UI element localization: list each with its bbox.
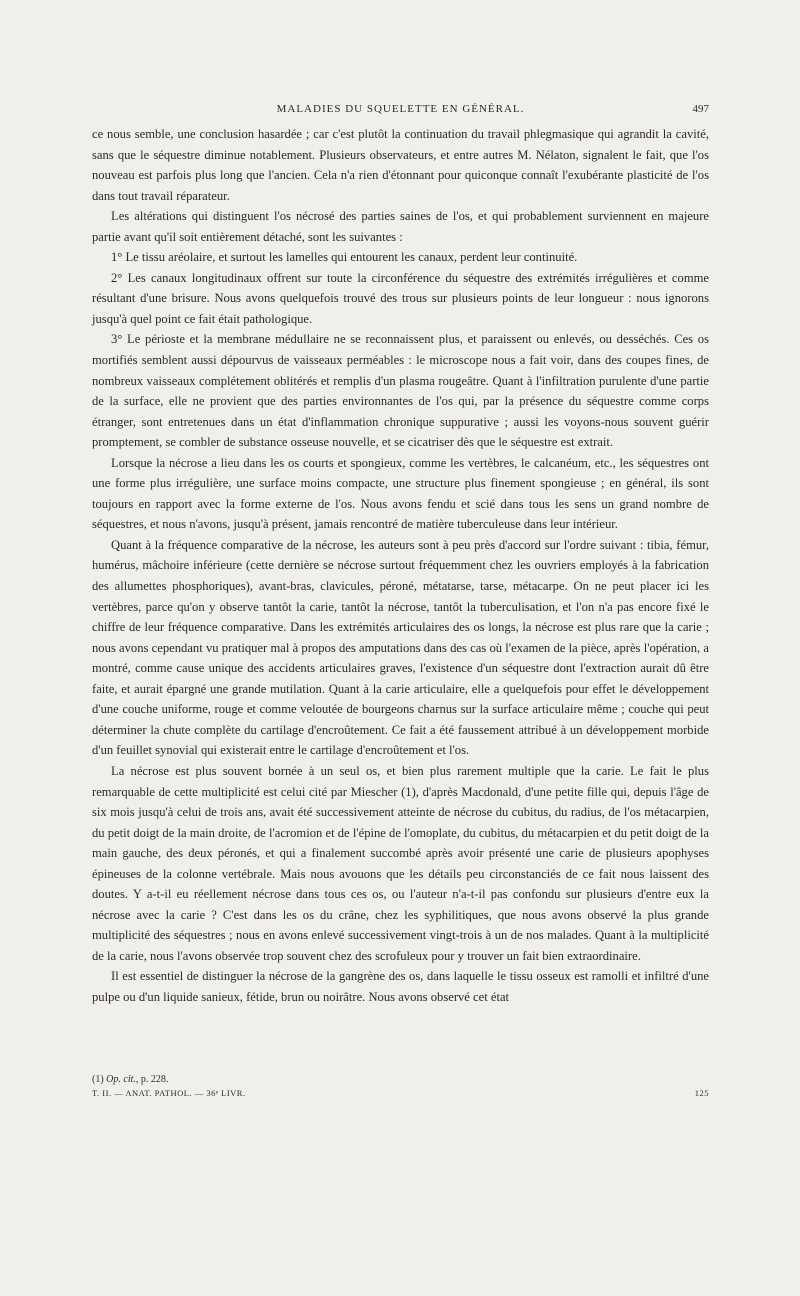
body-text bbox=[92, 124, 709, 1008]
paragraph-2: Les altérations qui distinguent l'os nécrosé des parties saines de l'os, et qui probablement surviennent en majeure partie avant qu'il soit entièrement détaché, sont les suivantes : bbox=[92, 209, 709, 244]
paragraph-5: 3° Le périoste et la membrane médullaire ne se reconnaissent plus, et paraissent ou enlevés, ou desséchés. Ces os mortifiés semblent aussi dépourvus de vaisseaux perméables : le microscope nous a fait voir, dans des coupes fines, de nombreux vaisseaux complétement oblitérés et remplis d'un plasma rougeâtre. Quant à l'infiltration purulente d'une partie de la surface, elle ne provient que des parties environnantes de l'os qui, par la présence du séquestre comme corps étranger, sont entretenues dans un état d'inflammation chronique suppurative ; aussi les voyons-nous souvent guérir promptement, se combler de substance osseuse nouvelle, et se cicatriser dès que le séquestre est extrait. bbox=[92, 332, 709, 450]
paragraph-8: La nécrose est plus souvent bornée à un seul os, et bien plus rarement multiple que la carie. Le fait le plus remarquable de cette multiplicité est celui cité par Miescher (1), d'après Macdonald, d'une petite fille qui, depuis l'âge de six mois jusqu'à celui de trois ans, avait été successivement atteinte de nécrose du cubitus, du radius, de l'os métacarpien, du petit doigt de la main droite, de l'acromion et de l'épine de l'omoplate, du cubitus, du métacarpien et du petit doigt de la main gauche, des deux péronés, et qui a finalement succombé après avoir présenté une carie de plusieurs apophyses épineuses de la colonne vertébrale. Mais nous avouons que les détails peu circonstanciés de ce fait nous laissent des doutes. Y a-t-il eu réellement nécrose dans tous ces os, ou l'auteur n'a-t-il pas confondu sur plusieurs d'entre eux la nécrose avec la carie ? C'est dans les os du crâne, chez les syphilitiques, que nous avons observé la plus grande multiplicité des séquestres ; nous en avons enlevé successivement vingt-trois à un de nos malades. Quant à la multiplicité de la carie, nous l'avons observée trop souvent chez des scrofuleux pour y trouver un fait bien extraordinaire. bbox=[92, 763, 709, 963]
paragraph-7: Quant à la fréquence comparative de la nécrose, les auteurs sont à peu près d'accord sur l'ordre suivant : tibia, fémur, humérus, mâchoire inférieure (cette dernière se nécrose surtout fréquemment chez les ouvriers employés à la fabrication des allumettes phosphoriques), avant-bras, clavicules, péroné, métatarse, tarse, métacarpe. On ne peut placer ici les vertèbres, parce qu'on y observe tantôt la carie, tantôt la nécrose, tantôt la tuberculisation, et l'on n'a pas encore fixé le chiffre de leur fréquence comparative. Dans les extrémités articulaires des os longs, la nécrose est plus rare que la carie ; nous avons cependant vu pratiquer mal à propos des amputations dans des cas où l'examen de la pièce, après l'opération, a montré, comme cause unique des accidents articulaires graves, l'existence d'un séquestre dont l'extraction aurait dû être faite, et aurait épargné une grande mutilation. Quant à la carie articulaire, elle a quelquefois pour effet le développement d'une couche uniforme, rouge et comme veloutée de bourgeons charnus sur la surface articulaire même ; couche qui peut déterminer la chute complète du cartilage d'encroûtement. Ce fait a été faussement attribué à un développement morbide d'un feuillet synovial qui existerait entre le cartilage d'encroûtement et l'os. bbox=[92, 537, 709, 758]
page-number: 497 bbox=[692, 103, 709, 115]
signature-volume: T. II. — ANAT. PATHOL. — 36ᵉ LIVR. bbox=[92, 1088, 246, 1098]
paragraph-1: ce nous semble, une conclusion hasardée ; car c'est plutôt la continuation du travail phlegmasique qui agrandit la cavité, sans que le séquestre diminue notablement. Plusieurs observateurs, et entre autres M. Nélaton, signalent le fait, que l'os nouveau est parfois plus long que l'ancien. Cela n'a rien d'étonnant pour quiconque connaît l'exubérante plasticité de l'os dans tout travail réparateur. bbox=[92, 127, 709, 203]
header-title: MALADIES DU SQUELETTE EN GÉNÉRAL. bbox=[276, 103, 525, 115]
paragraph-9: Il est essentiel de distinguer la nécrose de la gangrène des os, dans laquelle le tissu osseux est ramolli et infiltré d'une pulpe ou d'un liquide sanieux, fétide, brun ou noirâtre. Nous avons observé cet état bbox=[92, 969, 709, 1004]
footnote-marker: (1) bbox=[92, 1074, 104, 1085]
footnote-reference: Op. cit. bbox=[106, 1074, 136, 1085]
paragraph-3: 1° Le tissu aréolaire, et surtout les lamelles qui entourent les canaux, perdent leur continuité. bbox=[111, 250, 578, 265]
paragraph-4: 2° Les canaux longitudinaux offrent sur toute la circonférence du séquestre des extrémités irrégulières et comme résultant d'une brisure. Nous avons quelquefois trouvé des trous sur plusieurs points de leur longueur : nous ignorons jusqu'à quel point ce fait était pathologique. bbox=[92, 270, 709, 326]
footnote-page: , p. 228. bbox=[135, 1074, 169, 1085]
running-header bbox=[92, 103, 709, 121]
signature-number: 125 bbox=[694, 1088, 709, 1098]
printer-signature bbox=[92, 1088, 709, 1102]
footnote bbox=[92, 1073, 709, 1086]
paragraph-6: Lorsque la nécrose a lieu dans les os courts et spongieux, comme les vertèbres, le calcanéum, etc., les séquestres ont une forme plus irrégulière, une surface moins compacte, une structure plus finement spongieuse ; en général, ils sont toujours en rapport avec la forme externe de l'os. Nous avons fendu et scié dans tous les sens un grand nombre de séquestres, et nous n'avons, jusqu'à présent, jamais rencontré de matière tuberculeuse dans leur intérieur. bbox=[92, 455, 709, 532]
